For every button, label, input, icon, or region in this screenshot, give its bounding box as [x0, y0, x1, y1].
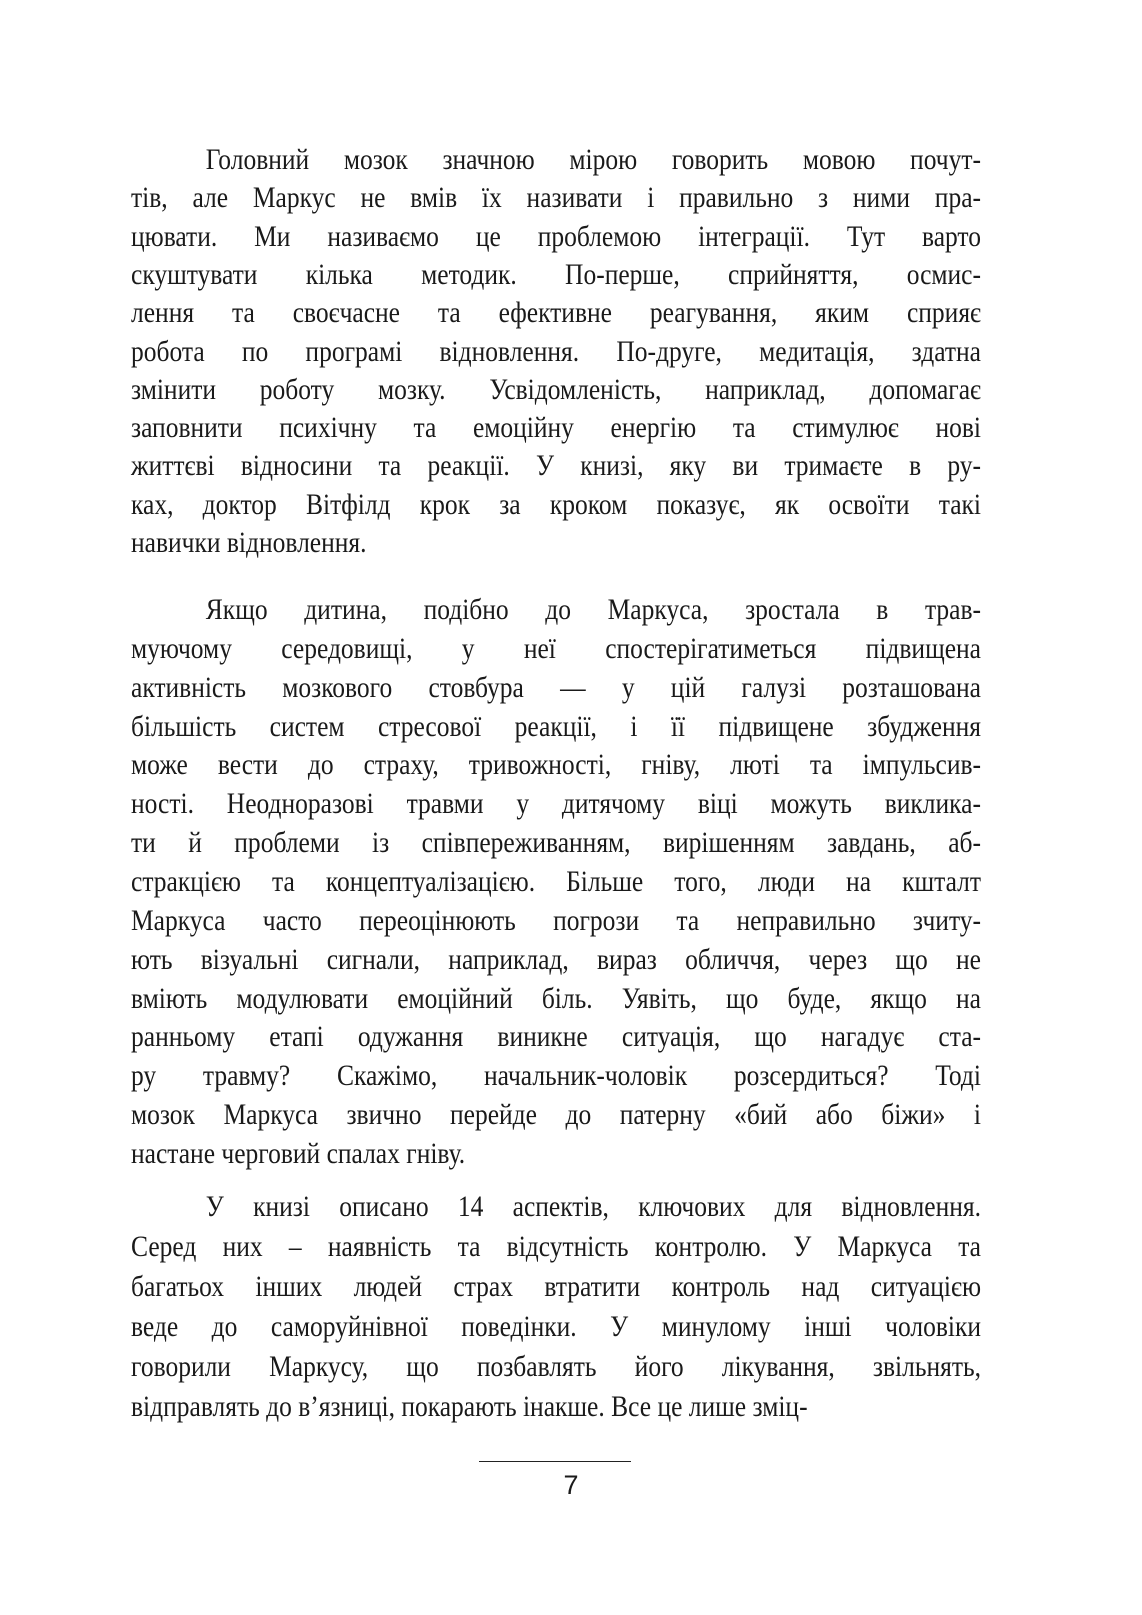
footer-rule [479, 1461, 631, 1462]
text-line: говорили Маркусу, що позбавлять його лікування, звільнять, [131, 1350, 981, 1383]
text-line: навички відновлення. [131, 526, 367, 559]
text-line: веде до саморуйнівної поведінки. У минулому інші чоловіки [131, 1310, 981, 1343]
text-line: лення та своєчасне та ефективне реагування, яким сприяє [131, 296, 981, 330]
text-line: змінити роботу мозку. Усвідомленість, наприклад, допомагає [131, 372, 981, 406]
text-line: ності. Неодноразові травми у дитячому віці можуть виклика- [131, 787, 981, 821]
text-line: У книзі описано 14 аспектів, ключових для відновлення. [205, 1190, 982, 1223]
text-line: ють візуальні сигнали, наприклад, вираз обличчя, через що не [131, 942, 981, 976]
text-line: відправлять до в’язниці, покарають інакше. Все це лише зміц- [131, 1390, 808, 1423]
text-line: ках, доктор Вітфілд крок за кроком показує, як освоїти такі [131, 487, 981, 521]
text-line: багатьох інших людей страх втратити контроль над ситуацією [131, 1270, 981, 1303]
text-line: скуштувати кілька методик. По-перше, сприйняття, осмис- [131, 257, 981, 291]
text-line: цювати. Ми називаємо це проблемою інтеграції. Тут варто [131, 219, 981, 253]
text-line: більшість систем стресової реакції, і її підвищене збудження [131, 709, 981, 743]
text-line: активність мозкового стовбура — у цій галузі розташована [131, 670, 981, 704]
text-line: муючому середовищі, у неї спостерігатиметься підвищена [131, 631, 981, 665]
text-line: вміють модулювати емоційний біль. Уявіть, що буде, якщо на [131, 981, 981, 1015]
text-line: Серед них – наявність та відсутність контролю. У Маркуса та [131, 1230, 981, 1263]
text-line: ру травму? Скажімо, начальник-чоловік розсердиться? Тоді [131, 1059, 981, 1093]
text-line: життєві відносини та реакції. У книзі, яку ви тримаєте в ру- [131, 449, 981, 483]
text-line: може вести до страху, тривожності, гніву, люті та імпульсив- [131, 748, 981, 782]
text-line: Головний мозок значною мірою говорить мовою почут- [205, 143, 982, 176]
text-line: Маркуса часто переоцінюють погрози та неправильно зчиту- [131, 903, 981, 937]
text-line: ранньому етапі одужання виникне ситуація, що нагадує ста- [131, 1020, 981, 1054]
text-line: мозок Маркуса звично перейде до патерну «бий або біжи» і [131, 1098, 981, 1132]
text-line: заповнити психічну та емоційну енергію та стимулює нові [131, 411, 981, 445]
text-line: робота по програмі відновлення. По-друге, медитація, здатна [131, 334, 981, 368]
text-line: стракцією та концептуалізацією. Більше того, люди на кшталт [131, 864, 981, 898]
text-line: ти й проблеми із співпереживанням, вирішенням завдань, аб- [131, 826, 981, 860]
text-line: тів, але Маркус не вмів їх називати і правильно з ними пра- [131, 181, 981, 215]
page-number: 7 [563, 1470, 579, 1500]
text-line: Якщо дитина, подібно до Маркуса, зростала в трав- [205, 593, 982, 626]
text-line: настане черговий спалах гніву. [131, 1136, 466, 1170]
